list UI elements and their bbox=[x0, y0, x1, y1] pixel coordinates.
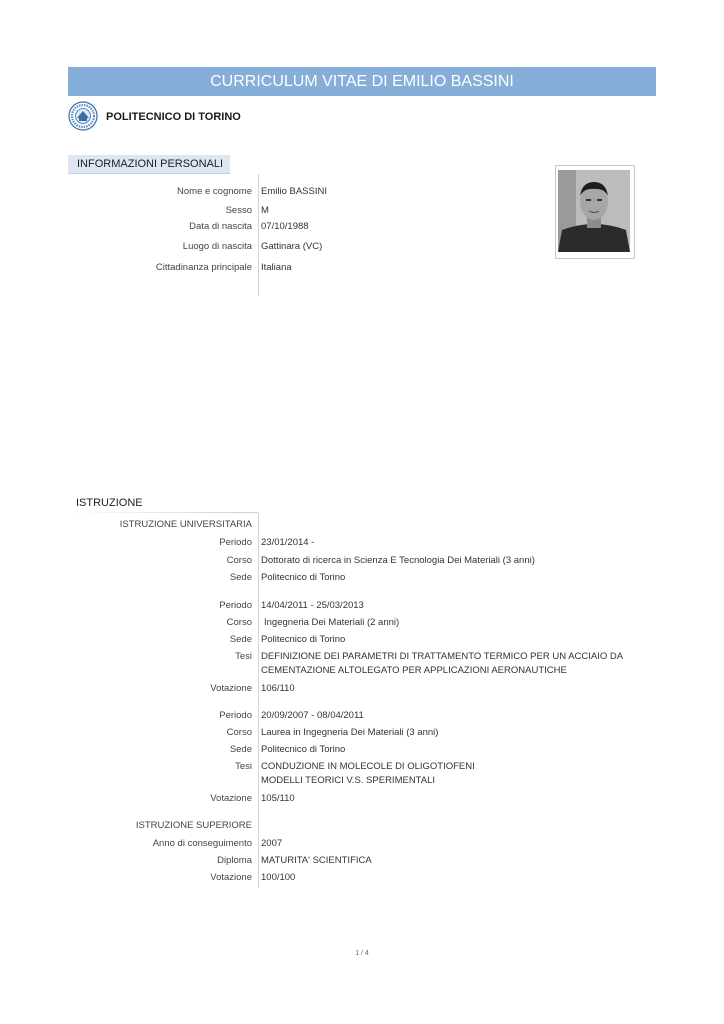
label-sex: Sesso bbox=[225, 205, 252, 216]
label-corso: Corso bbox=[226, 727, 252, 738]
label-tesi: Tesi bbox=[235, 761, 252, 772]
label-periodo: Periodo bbox=[219, 710, 252, 721]
page-number: 1 / 4 bbox=[355, 950, 369, 957]
value-corso: Dottorato di ricerca in Scienza E Tecnologia Dei Materiali (3 anni) bbox=[261, 555, 535, 566]
value-periodo: 23/01/2014 - bbox=[261, 537, 315, 548]
label-sede: Sede bbox=[229, 744, 252, 755]
label-periodo: Periodo bbox=[219, 537, 252, 548]
value-name: Emilio BASSINI bbox=[261, 186, 327, 197]
label-birthdate: Data di nascita bbox=[189, 221, 252, 232]
value-diploma: MATURITA' SCIENTIFICA bbox=[261, 855, 372, 866]
label-sede: Sede bbox=[229, 572, 252, 583]
value-tesi-line-2: MODELLI TEORICI V.S. SPERIMENTALI bbox=[261, 775, 436, 786]
value-birthplace: Gattinara (VC) bbox=[261, 241, 323, 252]
subheading-university: ISTRUZIONE UNIVERSITARIA bbox=[119, 519, 252, 530]
value-anno: 2007 bbox=[261, 838, 283, 849]
value-tesi-line-1: DEFINIZIONE DEI PARAMETRI DI TRATTAMENTO TERMICO PER UN ACCIAIO DA bbox=[261, 651, 624, 662]
value-periodo: 14/04/2011 - 25/03/2013 bbox=[261, 600, 364, 611]
section-heading-education: ISTRUZIONE bbox=[68, 493, 258, 513]
label-periodo: Periodo bbox=[219, 600, 252, 611]
value-periodo: 20/09/2007 - 08/04/2011 bbox=[261, 710, 364, 721]
value-votazione: 106/110 bbox=[261, 683, 295, 694]
label-tesi: Tesi bbox=[235, 651, 252, 662]
column-divider bbox=[258, 174, 259, 296]
value-sede: Politecnico di Torino bbox=[261, 634, 346, 645]
label-corso: Corso bbox=[226, 617, 252, 628]
section-heading-personal: INFORMAZIONI PERSONALI bbox=[68, 155, 230, 174]
value-corso: Ingegneria Dei Materiali (2 anni) bbox=[264, 617, 400, 628]
value-sede: Politecnico di Torino bbox=[261, 744, 346, 755]
politecnico-seal-logo bbox=[68, 101, 98, 131]
value-citizenship: Italiana bbox=[261, 262, 292, 273]
value-tesi-line-2: CEMENTAZIONE ALTOLEGATO PER APPLICAZIONI AERONAUTICHE bbox=[261, 665, 567, 676]
subheading-secondary: ISTRUZIONE SUPERIORE bbox=[135, 820, 252, 831]
value-votazione: 105/110 bbox=[261, 793, 295, 804]
institution-name: POLITECNICO DI TORINO bbox=[106, 111, 241, 123]
value-corso: Laurea in Ingegneria Dei Materiali (3 anni) bbox=[261, 727, 439, 738]
value-sex: M bbox=[261, 205, 269, 216]
label-votazione: Votazione bbox=[210, 683, 252, 694]
profile-photo bbox=[555, 165, 635, 259]
label-votazione: Votazione bbox=[210, 872, 252, 883]
value-birthdate: 07/10/1988 bbox=[261, 221, 309, 232]
value-votazione: 100/100 bbox=[261, 872, 296, 883]
value-sede: Politecnico di Torino bbox=[261, 572, 346, 583]
label-birthplace: Luogo di nascita bbox=[182, 241, 252, 252]
label-anno: Anno di conseguimento bbox=[152, 838, 252, 849]
label-diploma: Diploma bbox=[217, 855, 252, 866]
label-votazione: Votazione bbox=[210, 793, 252, 804]
label-citizenship: Cittadinanza principale bbox=[155, 262, 252, 273]
value-tesi-line-1: CONDUZIONE IN MOLECOLE DI OLIGOTIOFENI bbox=[261, 761, 475, 772]
label-name: Nome e cognome bbox=[177, 186, 252, 197]
column-divider bbox=[258, 513, 259, 888]
label-corso: Corso bbox=[226, 555, 252, 566]
cv-title-banner: CURRICULUM VITAE DI EMILIO BASSINI bbox=[68, 67, 656, 96]
label-sede: Sede bbox=[229, 634, 252, 645]
